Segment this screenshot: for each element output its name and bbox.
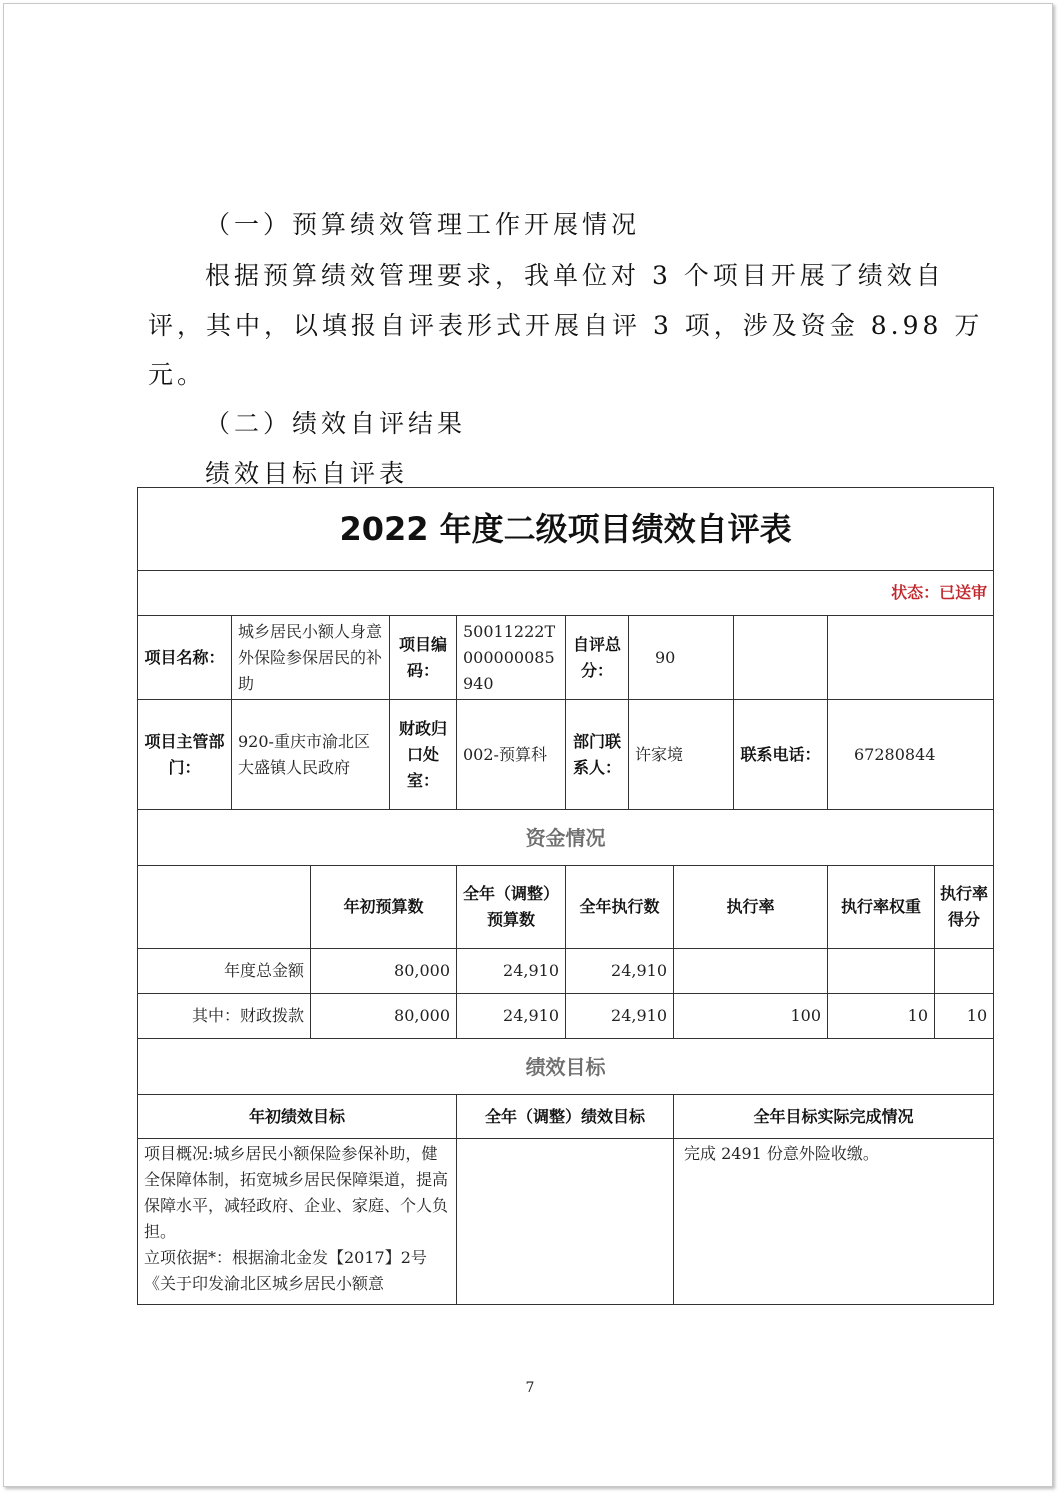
status-badge: 状态：已送审 (138, 571, 994, 616)
funds-cell-rate: 100 (674, 994, 828, 1039)
funds-cell-score: 10 (935, 994, 994, 1039)
funds-header-weight: 执行率权重 (828, 866, 935, 949)
page-number: 7 (525, 1380, 535, 1396)
funds-cell-executed: 24,910 (566, 994, 674, 1039)
evaluation-table (137, 487, 994, 1305)
table-caption: 绩效目标自评表 (205, 459, 409, 488)
funds-cell-rate (674, 949, 828, 994)
phone-label: 联系电话： (734, 700, 828, 810)
dept-value: 920-重庆市渝北区大盛镇人民政府 (232, 700, 390, 810)
table-row (138, 949, 994, 994)
paragraph-line-2: 评，其中，以填报自评表形式开展自评 3 项，涉及资金 8.98 万 (148, 311, 984, 340)
goal-actual-cell: 完成 2491 份意外险收缴。 (674, 1139, 994, 1305)
funds-row-label: 其中：财政拨款 (138, 994, 311, 1039)
funds-cell-initial: 80,000 (311, 994, 457, 1039)
funds-header-executed: 全年执行数 (566, 866, 674, 949)
project-code-label: 项目编码： (390, 616, 457, 700)
goals-header-initial: 年初绩效目标 (138, 1095, 457, 1139)
empty-cell (828, 616, 994, 700)
funds-header-score: 执行率得分 (935, 866, 994, 949)
paragraph-line-1: 根据预算绩效管理要求，我单位对 3 个项目开展了绩效自 (205, 261, 945, 290)
finance-office-label: 财政归口处室： (390, 700, 457, 810)
project-code-value: 50011222T000000085940 (457, 616, 566, 700)
funds-section-title: 资金情况 (138, 810, 994, 866)
table-title: 2022 年度二级项目绩效自评表 (138, 488, 994, 571)
contact-label: 部门联系人： (566, 700, 629, 810)
table-row (138, 994, 994, 1039)
goal-adjusted-cell (457, 1139, 674, 1305)
funds-cell-adjusted: 24,910 (457, 949, 566, 994)
funds-header-adjusted: 全年（调整）预算数 (457, 866, 566, 949)
section-heading-2: （二）绩效自评结果 (205, 409, 467, 438)
phone-value: 67280844 (828, 700, 994, 810)
goals-header-actual: 全年目标实际完成情况 (674, 1095, 994, 1139)
paragraph-line-3: 元。 (148, 360, 207, 389)
contact-value: 许家境 (629, 700, 734, 810)
funds-cell-initial: 80,000 (311, 949, 457, 994)
goals-section-title: 绩效目标 (138, 1039, 994, 1095)
finance-office-value: 002-预算科 (457, 700, 566, 810)
funds-header-rate: 执行率 (674, 866, 828, 949)
goal-initial-overview: 项目概况:城乡居民小额保险参保补助，健全保障体制，拓宽城乡居民保障渠道，提高保障水平，减轻政府、企业、家庭、个人负担。 (144, 1144, 449, 1241)
funds-cell-weight (828, 949, 935, 994)
score-value: 90 (629, 616, 734, 700)
funds-cell-executed: 24,910 (566, 949, 674, 994)
empty-cell (734, 616, 828, 700)
funds-header-initial: 年初预算数 (311, 866, 457, 949)
funds-cell-score (935, 949, 994, 994)
project-name-label: 项目名称： (138, 616, 232, 700)
dept-label: 项目主管部门： (138, 700, 232, 810)
section-heading-1: （一）预算绩效管理工作开展情况 (205, 210, 641, 239)
goal-initial-basis: 立项依据*：根据渝北金发【2017】2号《关于印发渝北区城乡居民小额意 (144, 1248, 427, 1293)
empty-cell (138, 866, 311, 949)
funds-cell-adjusted: 24,910 (457, 994, 566, 1039)
goal-initial-cell (138, 1139, 457, 1305)
goals-header-adjusted: 全年（调整）绩效目标 (457, 1095, 674, 1139)
funds-row-label: 年度总金额 (138, 949, 311, 994)
funds-cell-weight: 10 (828, 994, 935, 1039)
project-name-value: 城乡居民小额人身意外保险参保居民的补助 (232, 616, 390, 700)
score-label: 自评总分： (566, 616, 629, 700)
